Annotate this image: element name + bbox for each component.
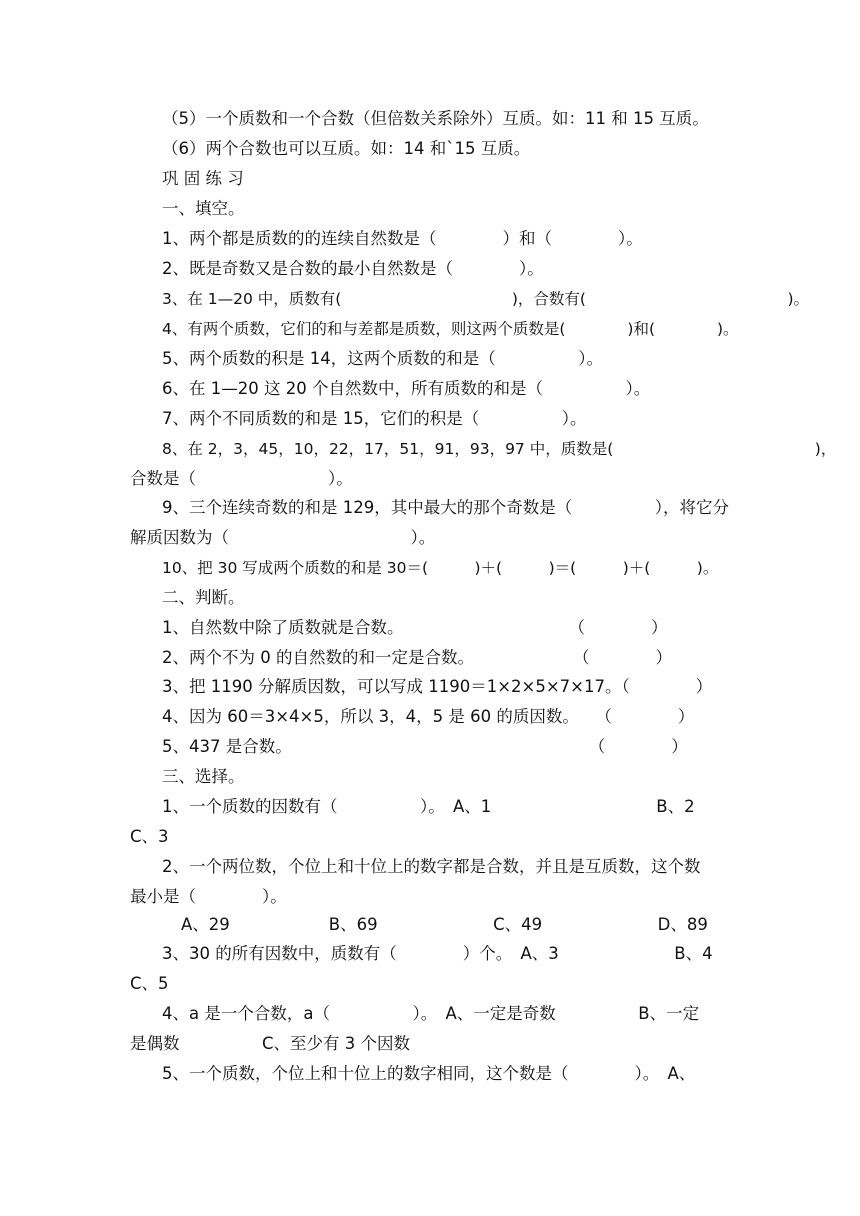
text-line: 解质因数为（ ）。 xyxy=(130,528,436,547)
text-line: 6、在 1—20 这 20 个自然数中，所有质数的和是（ ）。 xyxy=(162,379,651,398)
text-line: 3、在 1—20 中，质数有( )，合数有( )。 xyxy=(162,290,809,308)
text-line: A、29 B、69 C、49 D、89 xyxy=(181,915,708,934)
section-heading: 一、填空。 xyxy=(162,199,245,218)
text-line: 4、因为 60＝3×4×5，所以 3，4，5 是 60 的质因数。 （ ） xyxy=(162,707,695,726)
text-line: 是偶数 C、至少有 3 个因数 xyxy=(130,1034,411,1053)
text-line: （5）一个质数和一个合数（但倍数关系除外）互质。如：11 和 15 互质。 xyxy=(162,109,709,128)
text-line: C、5 xyxy=(130,974,169,993)
text-line: 合数是（ ）。 xyxy=(130,469,353,488)
text-line: C、3 xyxy=(130,827,169,846)
text-line: 2、两个不为 0 的自然数的和一定是合数。 （ ） xyxy=(162,648,672,667)
section-heading: 巩 固 练 习 xyxy=(162,169,244,188)
text-line: 4、有两个质数，它们的和与差都是质数，则这两个质数是( )和( )。 xyxy=(162,320,739,338)
text-line: 3、30 的所有因数中，质数有（ ）个。 A、3 B、4 xyxy=(162,944,713,963)
text-line: 4、a 是一个合数，a（ ）。 A、一定是奇数 B、一定 xyxy=(162,1004,700,1023)
text-line: 3、把 1190 分解质因数，可以写成 1190＝1×2×5×7×17。（ ） xyxy=(162,677,713,696)
section-heading: 二、判断。 xyxy=(162,588,245,607)
text-line: （6）两个合数也可以互质。如：14 和`15 互质。 xyxy=(162,139,531,158)
text-line: 最小是（ ）。 xyxy=(130,887,287,906)
text-line: 2、一个两位数，个位上和十位上的数字都是合数，并且是互质数，这个数 xyxy=(162,857,701,876)
text-line: 5、437 是合数。 （ ） xyxy=(162,737,688,756)
text-line: 1、一个质数的因数有（ ）。 A、1 B、2 xyxy=(162,797,695,816)
text-line: 10、把 30 写成两个质数的和是 30＝( )＋( )＝( )＋( )。 xyxy=(162,559,719,577)
text-line: 5、两个质数的积是 14，这两个质数的和是（ ）。 xyxy=(162,349,603,368)
text-line: 1、两个都是质数的的连续自然数是（ ）和（ ）。 xyxy=(162,229,643,248)
text-line: 1、自然数中除了质数就是合数。 （ ） xyxy=(162,618,668,637)
text-line: 8、在 2，3，45，10，22，17，51，91，93，97 中，质数是( )， xyxy=(162,440,837,458)
text-line: 5、一个质数，个位上和十位上的数字相同，这个数是（ ）。 A、 xyxy=(162,1064,696,1083)
text-line: 2、既是奇数又是合数的最小自然数是（ ）。 xyxy=(162,259,544,278)
text-line: 9、三个连续奇数的和是 129，其中最大的那个奇数是（ ），将它分 xyxy=(162,498,729,517)
section-heading: 三、选择。 xyxy=(162,767,245,786)
text-line: 7、两个不同质数的和是 15，它们的积是（ ）。 xyxy=(162,409,587,428)
